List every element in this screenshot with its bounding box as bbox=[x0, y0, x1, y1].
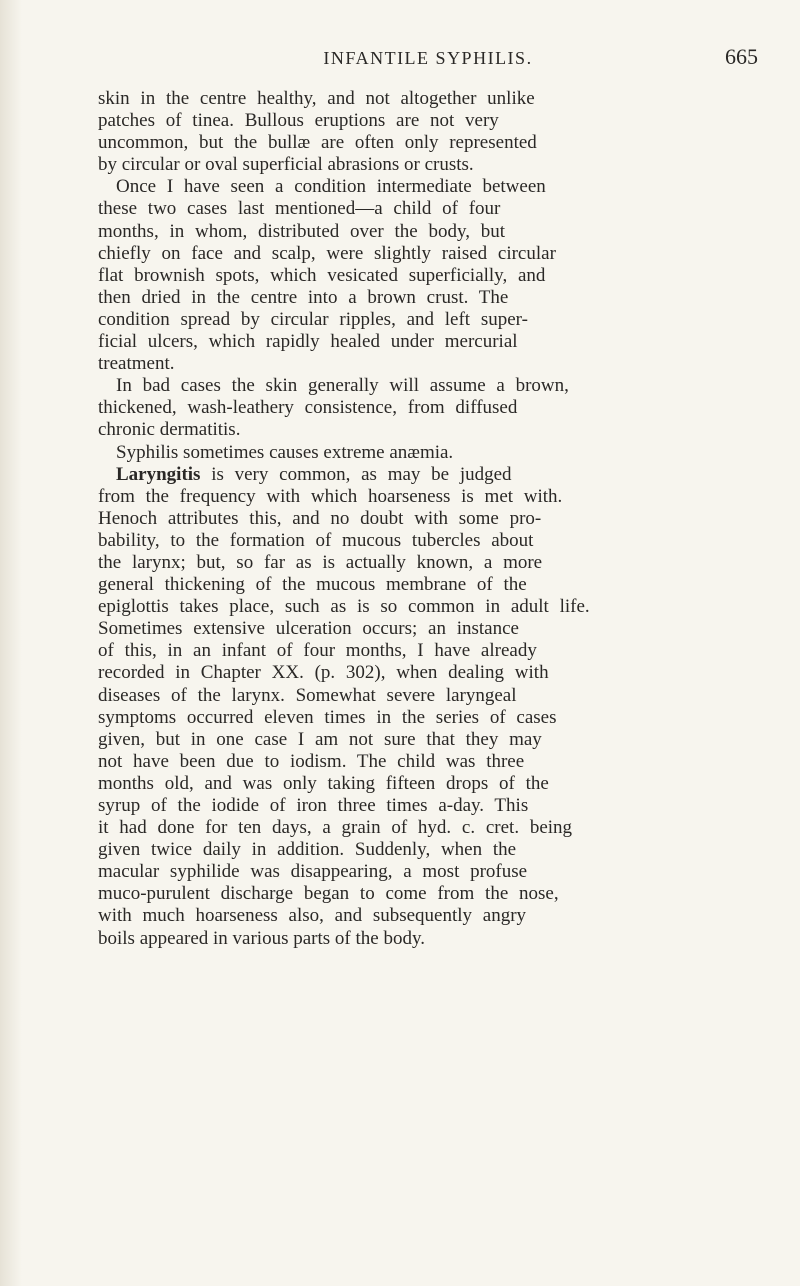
text-line bbox=[98, 375, 763, 397]
text-line bbox=[98, 795, 763, 817]
text-line bbox=[98, 88, 763, 110]
text-line bbox=[98, 596, 763, 618]
line-text: In bad cases the skin generally will assume a brown, bbox=[116, 375, 569, 397]
text-line bbox=[98, 110, 763, 132]
run-in-heading: Laryngitis bbox=[116, 463, 201, 485]
line-text: general thickening of the mucous membrane of the bbox=[98, 574, 527, 596]
line-text: thickened, wash-leathery consistence, from diffused bbox=[98, 397, 518, 419]
line-text: it had done for ten days, a grain of hyd. c. cret. being bbox=[98, 817, 573, 839]
line-text: syrup of the iodide of iron three times a-day. This bbox=[98, 795, 529, 816]
text-line bbox=[98, 552, 763, 574]
text-line bbox=[98, 265, 763, 287]
line-text: months old, and was only taking fifteen drops of the bbox=[98, 772, 549, 794]
text-line bbox=[98, 773, 763, 795]
text-line bbox=[98, 176, 763, 198]
line-text: skin in the centre healthy, and not altogether unlike bbox=[98, 88, 535, 109]
text-line bbox=[98, 442, 763, 464]
text-line bbox=[98, 574, 763, 596]
text-line bbox=[98, 707, 763, 729]
text-line bbox=[98, 331, 763, 353]
body-text bbox=[98, 88, 763, 950]
line-text: treatment. bbox=[98, 353, 175, 375]
line-text: uncommon, but the bullæ are often only represented bbox=[98, 132, 537, 154]
text-line bbox=[98, 530, 763, 552]
text-line bbox=[98, 132, 763, 154]
text-line bbox=[98, 154, 763, 176]
text-line bbox=[98, 751, 763, 773]
text-line bbox=[98, 508, 763, 530]
line-text: Sometimes extensive ulceration occurs; an instance bbox=[98, 618, 519, 640]
line-text: Syphilis sometimes causes extreme anæmia. bbox=[116, 441, 454, 463]
line-text: of this, in an infant of four months, I have already bbox=[98, 640, 537, 662]
line-text: given twice daily in addition. Suddenly, when the bbox=[98, 839, 517, 861]
page-number: 665 bbox=[725, 44, 758, 69]
text-line bbox=[98, 817, 763, 839]
text-line bbox=[98, 309, 763, 331]
text-line bbox=[98, 618, 763, 640]
line-text: boils appeared in various parts of the body. bbox=[98, 927, 425, 949]
text-line bbox=[98, 397, 763, 419]
line-text: chronic dermatitis. bbox=[98, 419, 241, 441]
line-text: is very common, as may be judged bbox=[211, 463, 512, 485]
line-text: given, but in one case I am not sure that they may bbox=[98, 728, 542, 750]
line-text: patches of tinea. Bullous eruptions are not very bbox=[98, 110, 499, 132]
text-line bbox=[98, 662, 763, 684]
text-line bbox=[98, 861, 763, 883]
line-text: muco-purulent discharge began to come from the nose, bbox=[98, 883, 559, 905]
running-title: INFANTILE SYPHILIS. bbox=[323, 48, 533, 68]
text-line bbox=[98, 729, 763, 751]
line-text: Henoch attributes this, and no doubt with some pro- bbox=[98, 507, 542, 529]
text-line bbox=[98, 839, 763, 861]
line-text: not have been due to iodism. The child was three bbox=[98, 750, 525, 772]
page-gutter-shadow bbox=[0, 0, 22, 1286]
text-line bbox=[98, 905, 763, 927]
line-text: these two cases last mentioned—a child of four bbox=[98, 198, 501, 220]
line-text: from the frequency with which hoarseness is met with. bbox=[98, 485, 563, 507]
text-line bbox=[98, 287, 763, 309]
line-text: Once I have seen a condition intermediate between bbox=[116, 176, 546, 198]
line-text: with much hoarseness also, and subsequently angry bbox=[98, 905, 527, 927]
text-line bbox=[98, 640, 763, 662]
line-text: months, in whom, distributed over the body, but bbox=[98, 220, 506, 242]
line-text: epiglottis takes place, such as is so common in adult life. bbox=[98, 596, 590, 618]
line-text: symptoms occurred eleven times in the series of cases bbox=[98, 706, 557, 728]
line-text: the larynx; but, so far as is actually known, a more bbox=[98, 551, 543, 573]
line-text: then dried in the centre into a brown crust. The bbox=[98, 286, 509, 308]
line-text: bability, to the formation of mucous tubercles about bbox=[98, 529, 534, 551]
text-line bbox=[98, 685, 763, 707]
text-line bbox=[98, 486, 763, 508]
line-text: condition spread by circular ripples, and left super- bbox=[98, 308, 528, 330]
running-head bbox=[98, 44, 758, 74]
text-line bbox=[98, 198, 763, 220]
text-line bbox=[98, 221, 763, 243]
text-line bbox=[98, 353, 763, 375]
line-text: chiefly on face and scalp, were slightly raised circular bbox=[98, 242, 556, 264]
line-text: by circular or oval superficial abrasions or crusts. bbox=[98, 154, 474, 176]
line-text: diseases of the larynx. Somewhat severe laryngeal bbox=[98, 684, 517, 706]
line-text: ficial ulcers, which rapidly healed under mercurial bbox=[98, 331, 518, 353]
line-text: recorded in Chapter XX. (p. 302), when dealing with bbox=[98, 662, 549, 684]
text-line bbox=[98, 464, 763, 486]
text-line bbox=[98, 883, 763, 905]
text-line bbox=[98, 928, 763, 950]
line-text: flat brownish spots, which vesicated superficially, and bbox=[98, 264, 546, 286]
text-line bbox=[98, 419, 763, 441]
text-line bbox=[98, 243, 763, 265]
line-text: macular syphilide was disappearing, a most profuse bbox=[98, 861, 528, 883]
